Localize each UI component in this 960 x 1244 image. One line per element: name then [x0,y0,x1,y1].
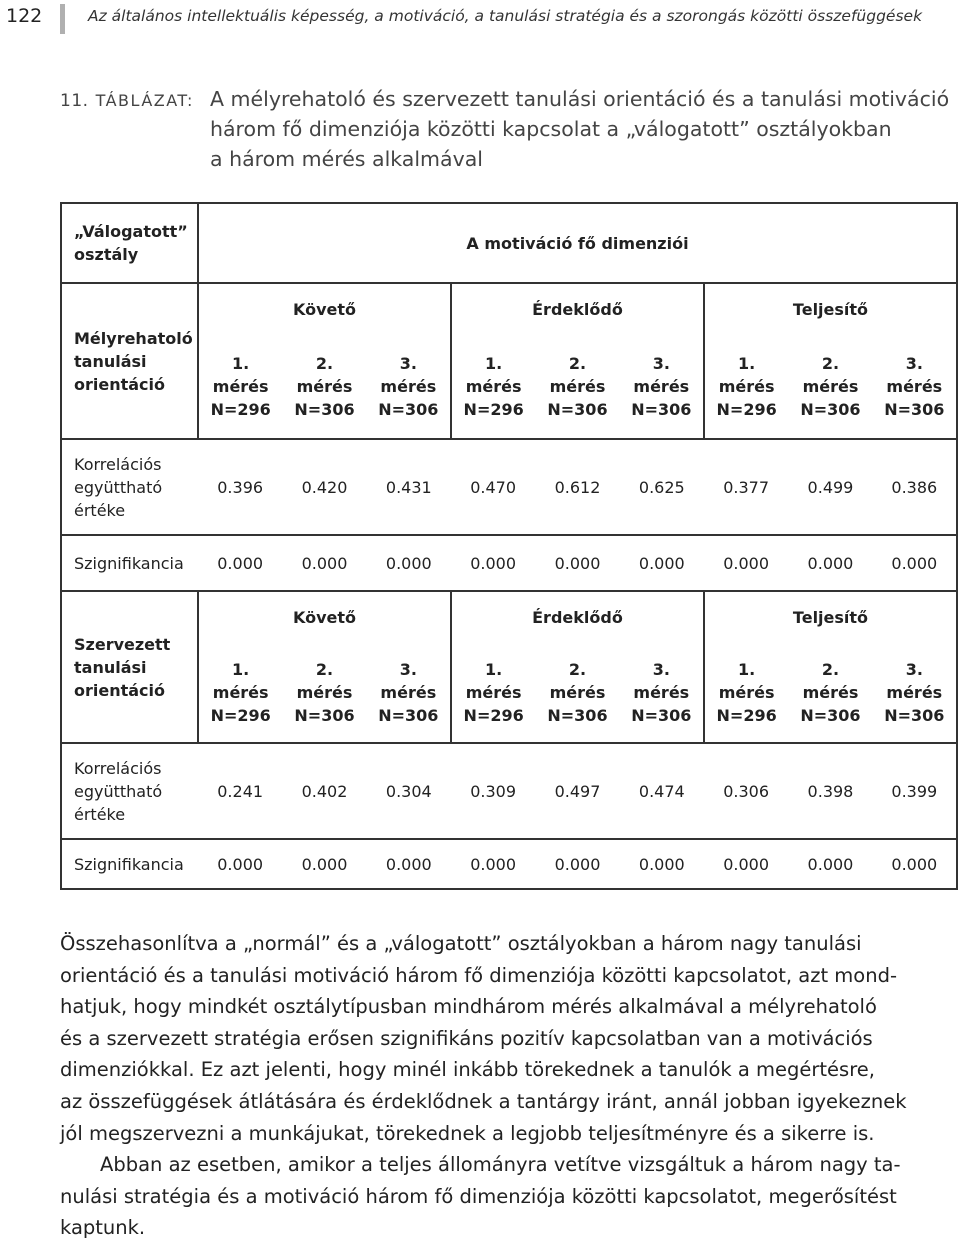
table-header-row [61,203,957,283]
correlation-value: 0.625 [620,439,704,535]
dimension-names-row [61,283,957,335]
correlation-row [61,743,957,839]
caption-word: TÁBLÁZAT: [95,91,194,110]
significance-value: 0.000 [788,535,872,591]
measure-header: 1. mérés N=296 [451,643,535,743]
paragraph-line: jól megszervezni a munkájukat, törekednek a legjobb teljesítményre és a sikerre is. [60,1121,875,1145]
correlation-value: 0.396 [198,439,282,535]
section-name [61,591,198,743]
section-name-line: tanulási [74,351,147,371]
measure-header: 2. mérés N=306 [800,354,861,419]
paragraph-line: Összehasonlítva a „normál” és a „válogatott” osztályokban a három nagy tanulási [60,932,862,955]
correlation-table [60,202,958,890]
significance-value: 0.000 [367,535,451,591]
dimension-name: Követő [198,591,451,643]
significance-value: 0.000 [282,535,366,591]
caption-number: 11. [60,91,89,111]
correlation-value: 0.431 [367,439,451,535]
significance-value: 0.000 [704,839,788,889]
significance-label: Szignifikancia [61,535,198,591]
paragraph-line: kaptunk. [60,1216,146,1240]
measure-header: 3. mérés N=306 [631,660,692,725]
correlation-value: 0.309 [451,743,535,839]
dimension-names-row [61,591,957,643]
correlation-value: 0.612 [535,439,619,535]
running-head [0,0,960,40]
measure-header: 2. mérés N=306 [547,660,608,725]
measure-header: 2. mérés N=306 [294,354,355,419]
correlation-value: 0.377 [704,439,788,535]
section-name-line: Szervezett [74,634,171,654]
measure-header: 1. mérés N=296 [704,643,788,743]
dimensions-title: A motiváció fő dimenziói [198,203,957,283]
measure-header: 3. mérés N=306 [631,354,692,419]
page-number: 122 [6,5,43,27]
group-label-line: osztály [74,245,139,264]
paragraph-line: nulási stratégia és a motiváció három fő dimenziója közötti kapcsolatot, megerősítést [60,1184,897,1208]
dimension-name: Érdeklődő [451,591,704,643]
correlation-value: 0.470 [451,439,535,535]
significance-value: 0.000 [535,535,619,591]
header-divider [60,4,65,34]
section-name-line: tanulási [74,657,147,677]
correlation-value: 0.420 [282,439,366,535]
significance-value: 0.000 [198,839,282,889]
measure-header: 1. mérés N=296 [198,335,282,439]
correlation-row [61,439,957,535]
body-text [60,928,958,1244]
correlation-value: 0.398 [788,743,872,839]
caption-line: A mélyrehatoló és szervezett tanulási orientáció és a tanulási motiváció [210,87,950,111]
correlation-value: 0.386 [873,439,957,535]
group-label-line: „Válogatott” [74,222,188,241]
measure-header: 2. mérés N=306 [294,660,355,725]
correlation-value: 0.474 [620,743,704,839]
significance-row [61,535,957,591]
section-name-line: Mélyrehatoló [74,328,193,348]
section-name-line: orientáció [74,374,166,394]
measure-header: 3. mérés N=306 [873,643,957,743]
significance-value: 0.000 [367,839,451,889]
paragraph-line: Abban az esetben, amikor a teljes állományra vetítve vizsgáltuk a három nagy ta- [100,1153,901,1177]
correlation-value: 0.306 [704,743,788,839]
dimension-name: Érdeklődő [451,283,704,335]
caption-line: három fő dimenziója közötti kapcsolat a „válogatott” osztályokban [210,117,892,141]
significance-value: 0.000 [620,839,704,889]
correlation-label: Korrelációs együttható értéke [61,439,198,535]
paragraph-line: orientáció és a tanulási motiváció három fő dimenziója közötti kapcsolatot, azt mond- [60,963,898,987]
measure-header: 1. mérés N=296 [451,335,535,439]
correlation-value: 0.241 [198,743,282,839]
body-paragraph [60,1149,958,1244]
correlation-value: 0.499 [788,439,872,535]
measure-header: 1. mérés N=296 [704,335,788,439]
significance-value: 0.000 [198,535,282,591]
measure-header: 2. mérés N=306 [800,660,861,725]
running-head-title: Az általános intellektuális képesség, a motiváció, a tanulási stratégia és a szorongás közötti összefüggések [88,7,923,25]
paragraph-line: hatjuk, hogy mindkét osztálytípusban mindhárom mérés alkalmával a mélyrehatoló [60,995,877,1019]
paragraph-line: és a szervezett stratégia erősen szignifikáns pozitív kapcsolatban van a motivációs [60,1026,873,1050]
significance-value: 0.000 [873,535,957,591]
significance-value: 0.000 [535,839,619,889]
measure-header: 3. mérés N=306 [378,354,439,419]
dimension-name: Teljesítő [704,283,957,335]
caption-label [60,84,194,116]
significance-label: Szignifikancia [61,839,198,889]
significance-value: 0.000 [704,535,788,591]
caption-text [210,84,960,174]
correlation-value: 0.402 [282,743,366,839]
significance-value: 0.000 [451,535,535,591]
measure-header: 3. mérés N=306 [378,660,439,725]
significance-value: 0.000 [451,839,535,889]
correlation-value: 0.304 [367,743,451,839]
measure-header: 1. mérés N=296 [198,643,282,743]
measure-header: 2. mérés N=306 [547,354,608,419]
section-name-line: orientáció [74,680,166,700]
paragraph-line: dimenziókkal. Ez azt jelenti, hogy minél inkább törekednek a tanulók a megértésre, [60,1058,875,1082]
paragraph-line: az összefüggések átlátására és érdeklődnek a tantárgy iránt, annál jobban igyekeznek [60,1089,907,1113]
significance-value: 0.000 [282,839,366,889]
section-name [61,283,198,439]
significance-value: 0.000 [620,535,704,591]
group-label [61,203,198,283]
caption-line: a három mérés alkalmával [210,147,483,171]
measure-header: 3. mérés N=306 [873,335,957,439]
body-paragraph [60,928,958,1149]
significance-value: 0.000 [788,839,872,889]
dimension-name: Követő [198,283,451,335]
significance-row [61,839,957,889]
correlation-value: 0.399 [873,743,957,839]
dimension-name: Teljesítő [704,591,957,643]
correlation-value: 0.497 [535,743,619,839]
correlation-label: Korrelációs együttható értéke [61,743,198,839]
significance-value: 0.000 [873,839,957,889]
